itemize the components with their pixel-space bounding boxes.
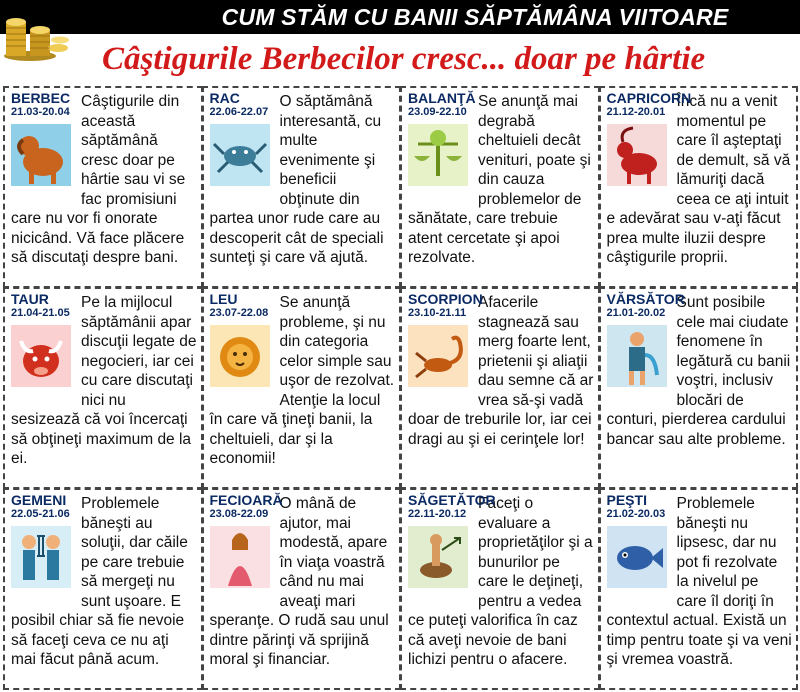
- page-title: CUM STĂM CU BANII SĂPTĂMÂNA VIITOARE: [221, 4, 729, 30]
- horoscope-text-content: Câştigurile din această săptămână cresc doar pe hârtie sau vi se fac promisiuni care nu vor fi onorate nicicând. Vă face plăcere să discutaţi despre bani.: [11, 93, 186, 266]
- headline: Câştigurile Berbecilor cresc... doar pe hârtie: [102, 41, 706, 77]
- horoscope-card: [400, 86, 600, 288]
- horoscope-card: [3, 86, 203, 288]
- horoscope-text-content: Problemele băneşti au soluţii, dar căile pe care trebuie să mergeţi nu sunt uşoare. E posibil chiar să fie nevoie să faceţi ceva ce nu aţi mai făcut până acum.: [11, 495, 188, 668]
- sign-dates: 23.10-21.11: [408, 307, 467, 319]
- sign-dates: 21.12-20.01: [606, 106, 666, 118]
- lion-icon: [210, 325, 270, 387]
- bull-icon: [11, 325, 71, 387]
- horoscope-text-content: Încă nu a venit momentul pe care îl aşteptaţi de demult, să vă lămuriţi dacă ceea ce aţi intuit e adevărat sau v-aţi făcut prea multe iluzii despre câştigurile proprii.: [606, 93, 791, 266]
- maiden-icon: [210, 526, 270, 588]
- sign-dates: 22.05-21.06: [11, 508, 70, 520]
- horoscope-text-content: Pe la mijlocul săptămânii apar discuţii legate de negocieri, iar cei cu care discutaţi nici nu sesizează că voi încercaţi să obţineţi maximum de la ei.: [11, 294, 197, 467]
- horoscope-card: [599, 488, 799, 690]
- sign-name: TAUR: [11, 291, 49, 307]
- scales-icon: [408, 124, 468, 186]
- horoscope-card: [202, 287, 402, 489]
- horoscope-text-content: Afacerile stagnează sau merg foarte lent, prietenii şi aliaţii dau semne că ar vrea să-şi vadă doar de treburile lor, iar cei dragi au şi ei cerinţele lor!: [408, 294, 594, 448]
- fish-icon: [607, 526, 667, 588]
- goat-icon: [607, 124, 667, 186]
- sign-dates: 23.07-22.08: [209, 307, 269, 319]
- horoscope-text-content: Faceţi o evaluare a proprietăţilor şi a bunurilor pe care le deţineţi, pentru a vedea ce puteţi valorifica în caz că aveţi nevoie de bani lichizi pentru o afacere.: [408, 495, 593, 668]
- sign-name: BALANŢĂ: [408, 90, 476, 106]
- horoscope-text-content: Sunt posibile cele mai ciudate fenomene în legătură cu banii voştri, inclusiv blocări de conturi, pierderea cardului bancar sau alte probleme.: [606, 294, 791, 448]
- sign-dates: 22.11-20.12: [408, 508, 467, 520]
- horoscope-text-content: Se anunţă probleme, şi nu din categoria celor simple sau uşor de rezolvat. Atenţie la locul în care vă ţineţi banii, la cheltuieli, dar şi la economii!: [209, 294, 395, 467]
- sign-name: SCORPION: [408, 291, 483, 307]
- sign-name: CAPRICORN: [606, 90, 692, 106]
- sign-dates: 21.04-21.05: [11, 307, 70, 319]
- horoscope-card: [599, 86, 799, 288]
- archer-icon: [408, 526, 468, 588]
- water-bearer-icon: [607, 325, 667, 387]
- sign-name: SĂGETĂTOR: [408, 492, 496, 508]
- sign-name: PEŞTI: [606, 492, 647, 508]
- twins-icon: [11, 526, 71, 588]
- sign-dates: 22.06-22.07: [209, 106, 269, 118]
- sign-dates: 23.09-22.10: [408, 106, 467, 118]
- horoscope-text-content: O mână de ajutor, mai modestă, apare în viaţa voastră când nu mai aveaţi mari speranţe. O rudă sau unul dintre părinţi vă sprijină moral şi financiar.: [209, 495, 389, 668]
- horoscope-text-content: Problemele băneşti nu lipsesc, dar nu pot fi rezolvate la nivelul pe care îl doriţi în contextul actual. Există un timp pentru toate şi va veni şi vremea voastră.: [606, 495, 792, 668]
- horoscope-card: [202, 488, 402, 690]
- horoscope-card: [400, 488, 600, 690]
- sign-dates: 21.03-20.04: [11, 106, 70, 118]
- sign-name: VĂRSĂTOR: [606, 291, 685, 307]
- horoscope-card: [3, 287, 203, 489]
- sign-name: RAC: [209, 90, 240, 106]
- scorpion-icon: [408, 325, 468, 387]
- sign-dates: 21.02-20.03: [606, 508, 666, 520]
- horoscope-card: [599, 287, 799, 489]
- sign-dates: 21.01-20.02: [606, 307, 666, 319]
- sign-name: GEMENI: [11, 492, 67, 508]
- coin-stack-icon: [0, 0, 70, 62]
- sign-name: FECIOARĂ: [209, 492, 283, 508]
- sign-name: BERBEC: [11, 90, 71, 106]
- horoscope-text-content: O săptămână interesantă, cu multe evenimente şi beneficii obţinute din partea unor rude care au descoperit cât de speciali sunteţi şi care vă ajută.: [209, 93, 384, 266]
- horoscope-grid: [3, 86, 797, 689]
- horoscope-text-content: Se anunţă mai degrabă cheltuieli decât venituri, poate şi din cauza problemelor de sănătate, care trebuie atent cercetate şi apoi rezolvate.: [408, 93, 591, 266]
- ram-icon: [11, 124, 71, 186]
- crab-icon: [210, 124, 270, 186]
- horoscope-card: [202, 86, 402, 288]
- sign-name: LEU: [209, 291, 238, 307]
- horoscope-card: [3, 488, 203, 690]
- sign-dates: 23.08-22.09: [209, 508, 269, 520]
- horoscope-card: [400, 287, 600, 489]
